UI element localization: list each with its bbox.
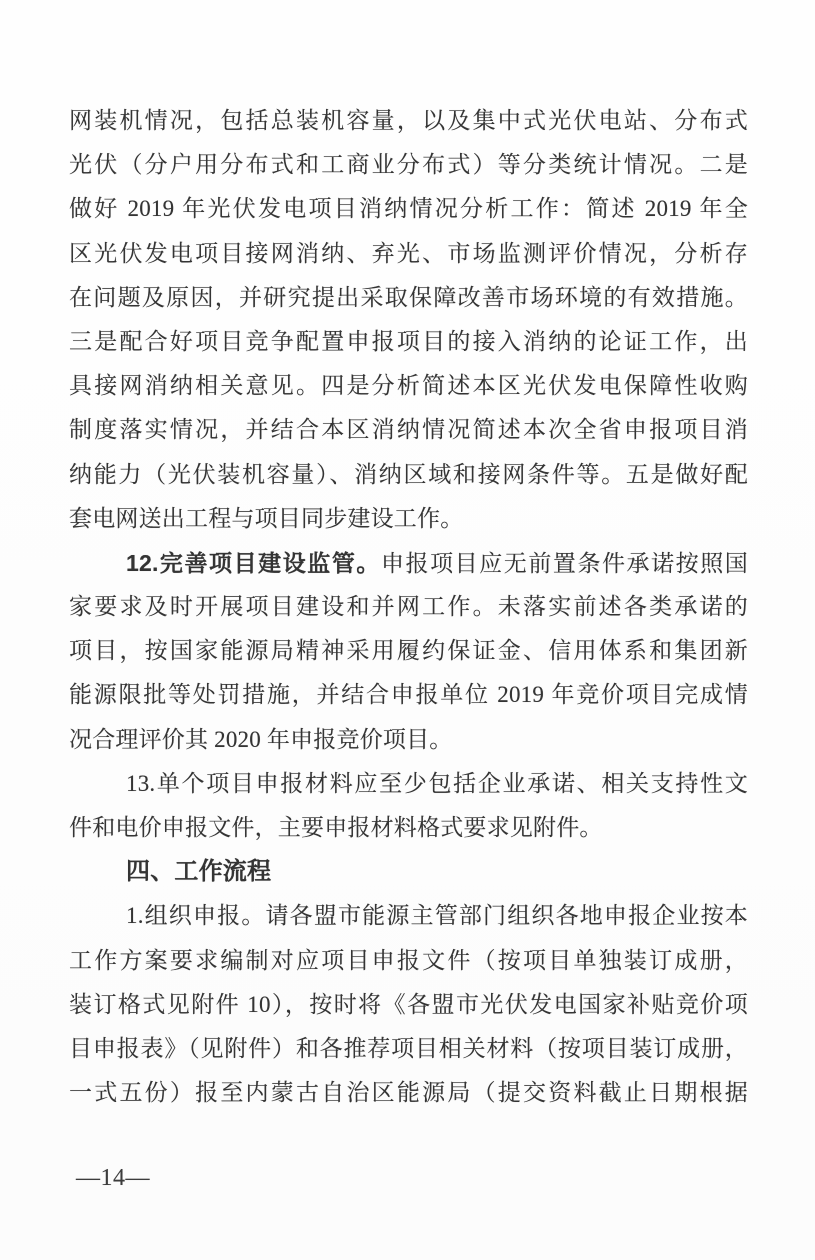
text-line [69,1027,748,1071]
text-line [69,894,748,938]
text-segment: 区光伏发电项目接网消纳、弃光、市场监测评价情况，分析存 [69,240,748,266]
text-line [69,585,748,629]
text-segment: 在问题及原因，并研究提出采取保障改善市场环境的有效措施。 [69,284,748,310]
text-line [69,983,748,1027]
text-line [69,453,748,497]
bold-text-segment: 12.完善项目建设监管。 [126,549,381,576]
section-heading [69,850,748,894]
page-number: —14— [76,1165,150,1191]
text-segment: 光伏（分户用分布式和工商业分布式）等分类统计情况。二是 [69,152,748,178]
text-segment: 做好 2019 年光伏发电项目消纳情况分析工作：简述 2019 年全 [69,196,748,222]
text-line [69,143,748,187]
text-segment: 纳能力（光伏装机容量）、消纳区域和接网条件等。五是做好配 [69,461,748,487]
text-line [69,232,748,276]
text-line [69,541,748,585]
text-segment: 能源限批等处罚措施，并结合申报单位 2019 年竞价项目完成情 [69,682,748,708]
text-line [69,806,748,850]
text-segment: 制度落实情况，并结合本区消纳情况简述本次全省申报项目消 [69,417,748,443]
text-segment: 工作方案要求编制对应项目申报文件（按项目单独装订成册， [69,947,748,973]
text-segment: 网装机情况，包括总装机容量，以及集中式光伏电站、分布式 [69,108,748,133]
bold-text-segment: 四、工作流程 [126,858,272,886]
document-body [69,99,748,1115]
text-segment: 项目，按国家能源局精神采用履约保证金、信用体系和集团新 [69,638,748,664]
text-segment: 13.单个项目申报材料应至少包括企业承诺、相关支持性文 [126,770,748,796]
text-line [69,320,748,364]
text-segment: 套电网送出工程与项目同步建设工作。 [69,505,464,531]
text-line [69,99,748,143]
text-segment: 申报项目应无前置条件承诺按照国 [380,550,748,576]
text-line [69,629,748,673]
text-line [69,364,748,408]
text-segment: 一式五份）报至内蒙古自治区能源局（提交资料截止日期根据 [69,1080,748,1106]
text-segment: 件和电价申报文件，主要申报材料格式要求见附件。 [69,815,603,840]
text-segment: 家要求及时开展项目建设和并网工作。未落实前述各类承诺的 [69,594,748,620]
text-segment: 三是配合好项目竞争配置申报项目的接入消纳的论证工作，出 [69,328,748,354]
text-line [69,276,748,320]
text-line [69,939,748,983]
text-line [69,1071,748,1115]
text-line [69,408,748,452]
text-line [69,762,748,806]
text-segment: 具接网消纳相关意见。四是分析简述本区光伏发电保障性收购 [69,373,748,399]
text-segment: 目申报表》（见附件）和各推荐项目相关材料（按项目装订成册， [69,1035,748,1061]
text-line [69,673,748,717]
text-line [69,718,748,762]
text-segment: 况合理评价其 2020 年申报竞价项目。 [69,726,453,752]
text-line [69,187,748,231]
text-line [69,497,748,541]
text-segment: 1.组织申报。请各盟市能源主管部门组织各地申报企业按本 [126,903,748,929]
text-segment: 装订格式见附件 10），按时将《各盟市光伏发电国家补贴竞价项 [69,991,748,1017]
